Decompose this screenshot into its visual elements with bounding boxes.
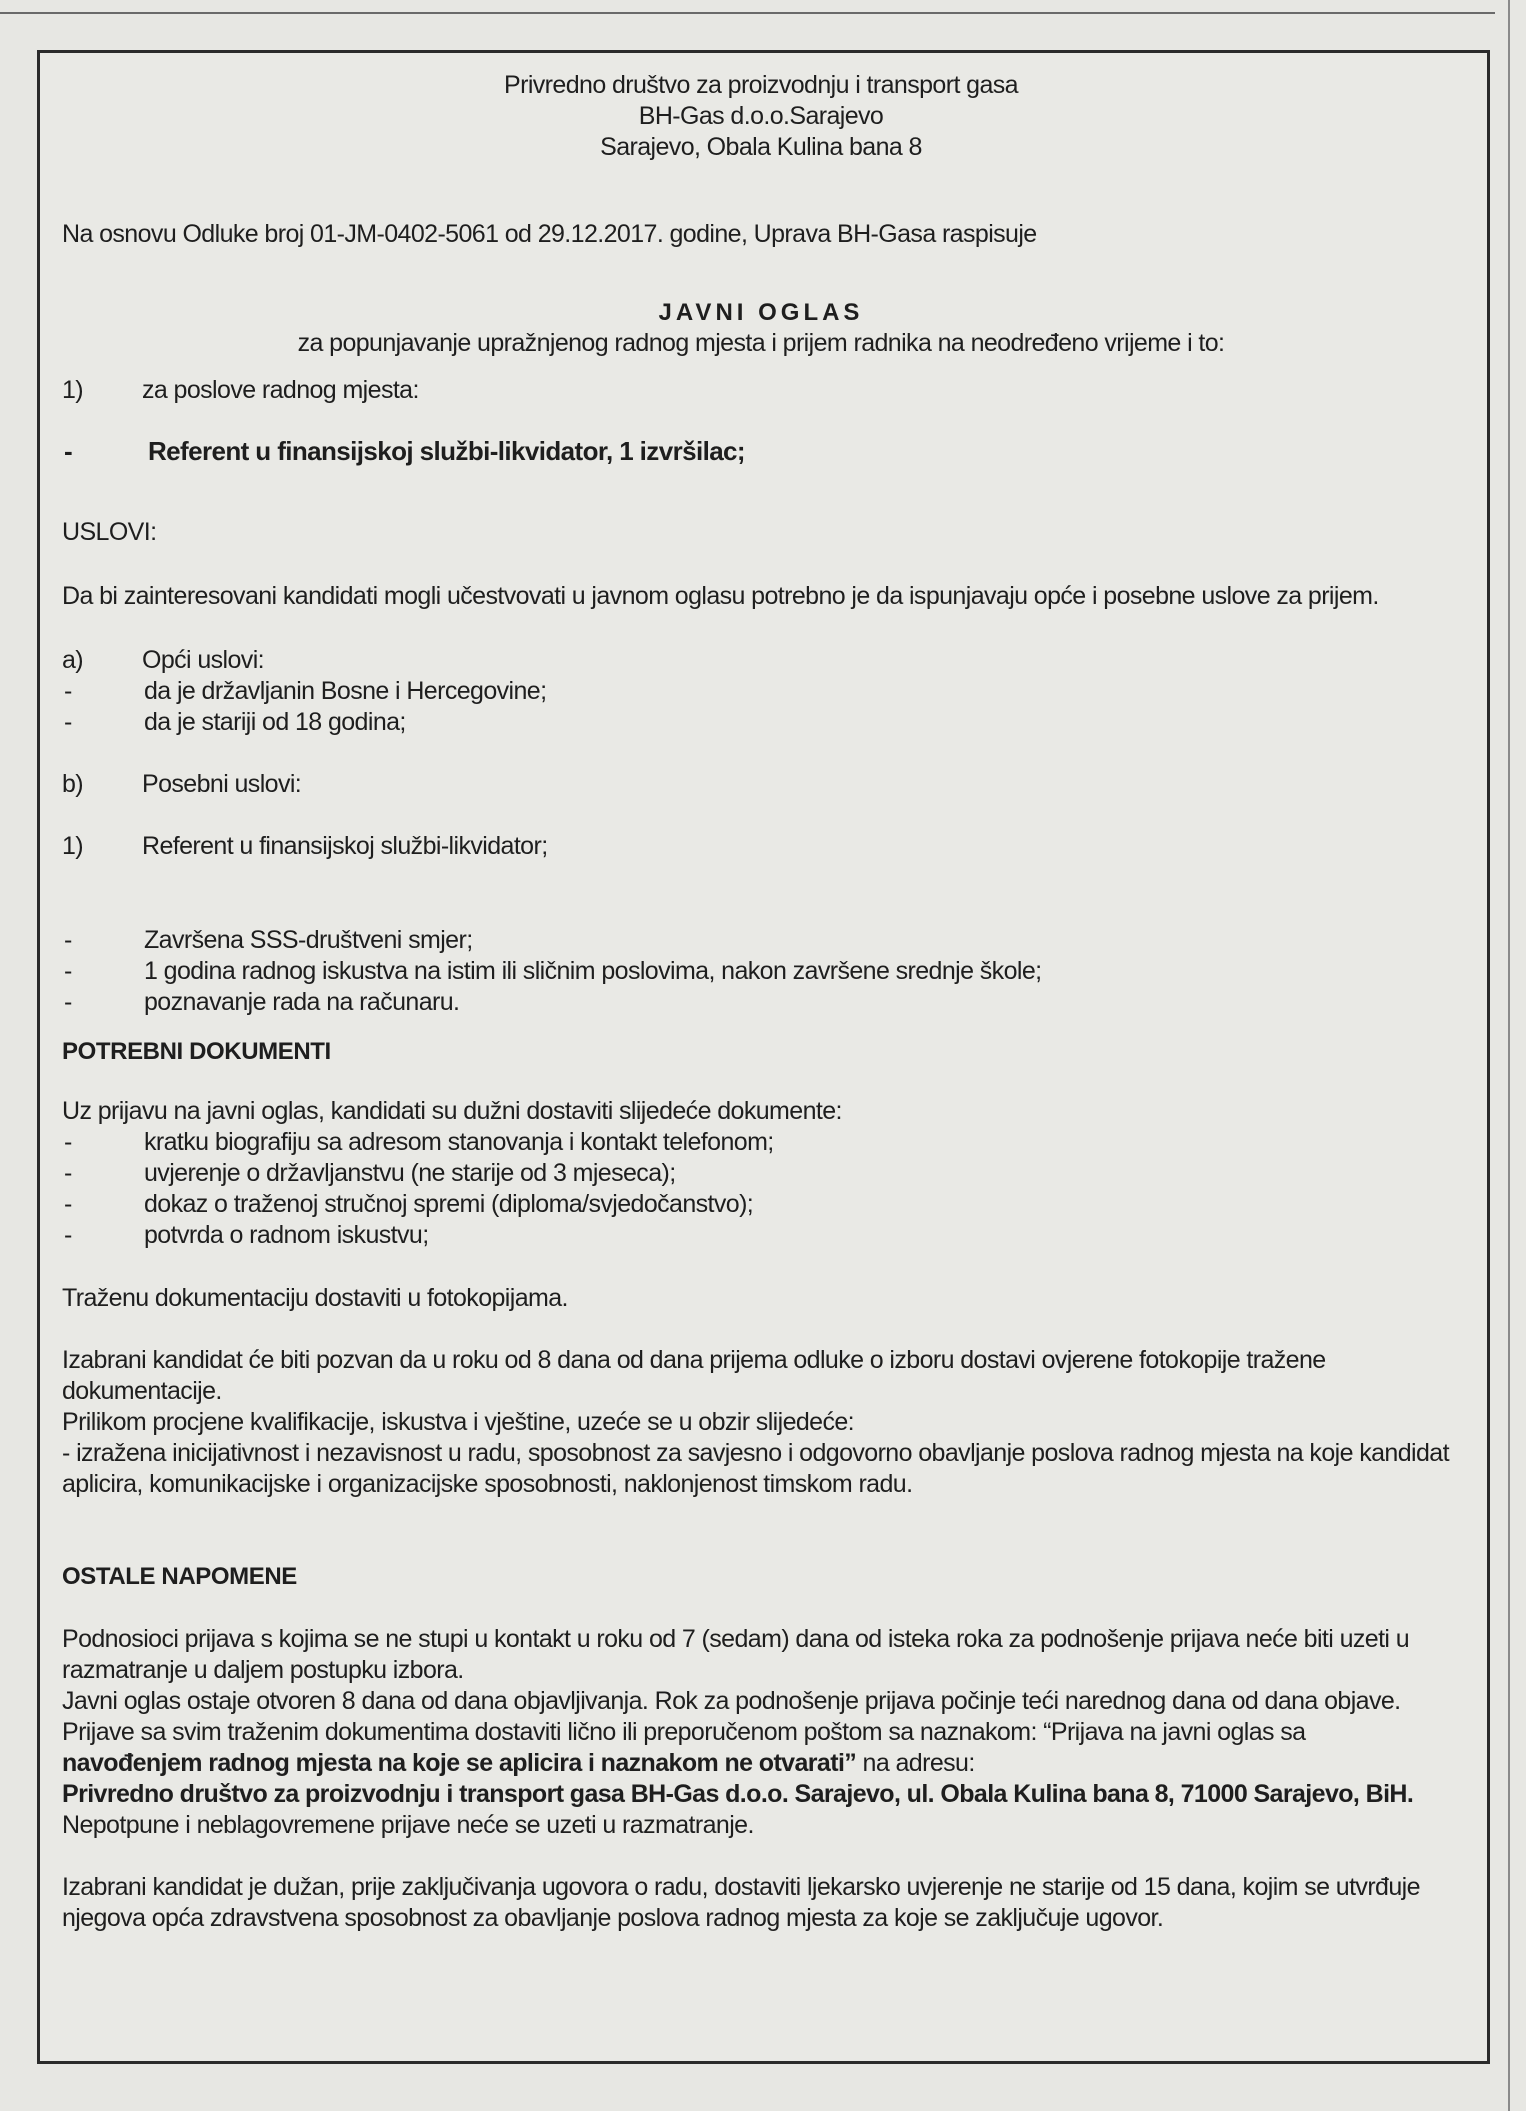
list-item-text: potvrda o radnom iskustvu;: [144, 1221, 429, 1249]
notes-submission: [62, 1717, 1472, 1779]
advertisement-document: [62, 70, 1472, 1934]
list-marker: -: [64, 988, 72, 1016]
list-item: [62, 987, 1472, 1018]
subtitle: za popunjavanje upražnjenog radnog mjesta i prijem radnika na neodređeno vrijeme i to:: [297, 329, 1225, 357]
list-marker: 1): [62, 376, 84, 404]
list-item-text: da je stariji od 18 godina;: [144, 708, 406, 736]
list-marker: -: [64, 1159, 72, 1187]
list-item-text: da je državljanin Bosne i Hercegovine;: [144, 677, 547, 705]
documents-heading: POTREBNI DOKUMENTI: [62, 1038, 331, 1065]
list-item-text: Završena SSS-društveni smjer;: [144, 926, 473, 954]
top-rule: [0, 12, 1495, 14]
list-item: [62, 1158, 1472, 1189]
list-item: [62, 1127, 1472, 1158]
documents-intro: Uz prijavu na javni oglas, kandidati su dužni dostaviti slijedeće dokumente:: [62, 1097, 842, 1125]
company-name: Privredno društvo za proizvodnju i transport gasa: [504, 71, 1018, 99]
list-marker: a): [62, 646, 84, 674]
special-position-text: Referent u finansijskoj službi-likvidator;: [142, 832, 548, 860]
list-item-text: kratku biografiju sa adresom stanovanja i kontakt telefonom;: [144, 1128, 774, 1156]
list-item: [62, 676, 1472, 707]
list-marker: -: [64, 1128, 72, 1156]
company-short-name: BH-Gas d.o.o.Sarajevo: [638, 102, 884, 130]
page-title: JAVNI OGLAS: [658, 299, 864, 326]
copies-note: Traženu dokumentaciju dostaviti u fotokopijama.: [62, 1284, 568, 1312]
position-title: [62, 436, 1472, 467]
list-marker: -: [64, 708, 72, 736]
list-item: [62, 1189, 1472, 1220]
list-marker: -: [64, 436, 73, 466]
special-conditions-label: [62, 769, 1472, 800]
list-marker: -: [64, 1190, 72, 1218]
notes-submission-end: na adresu:: [856, 1749, 975, 1777]
notes-submission-marking: navođenjem radnog mjesta na koje se aplicira i naznakom ne otvarati”: [62, 1749, 857, 1777]
list-item: [62, 956, 1472, 987]
list-marker: -: [64, 957, 72, 985]
notes-incomplete: Nepotpune i neblagovremene prijave neće se uzeti u razmatranje.: [62, 1811, 754, 1839]
position-intro-text: za poslove radnog mjesta:: [142, 376, 419, 404]
notes-contact-deadline: Podnosioci prijava s kojima se ne stupi u kontakt u roku od 7 (sedam) dana od isteka roka za podnošenje prijava neće biti uzeti u razmatranje u daljem postupku izbora.: [62, 1625, 1410, 1684]
company-address: Sarajevo, Obala Kulina bana 8: [600, 133, 922, 161]
selected-candidate-note: Izabrani kandidat će biti pozvan da u roku od 8 dana od dana prijema odluke o izboru dostavi ovjerene fotokopije tražene dokumentacije.: [62, 1346, 1326, 1405]
list-item-text: poznavanje rada na računaru.: [144, 988, 460, 1016]
evaluation-intro: Prilikom procjene kvalifikacije, iskustva i vještine, uzeće se u obzir slijedeće:: [62, 1408, 855, 1436]
list-item: [62, 925, 1472, 956]
list-marker: -: [64, 1221, 72, 1249]
general-conditions-label: [62, 645, 1472, 676]
position-title-text: Referent u finansijskoj službi-likvidator, 1 izvršilac;: [148, 436, 745, 466]
list-marker: b): [62, 770, 84, 798]
conditions-intro: Da bi zainteresovani kandidati mogli učestvovati u javnom oglasu potrebno je da ispunjavaju opće i posebne uslove za prijem.: [62, 582, 1379, 610]
notes-submission-start: Prijave sa svim traženim dokumentima dostaviti lično ili preporučenom poštom sa naznakom: “Prijava na javni oglas sa: [62, 1718, 1306, 1746]
list-item: [62, 707, 1472, 738]
notes-heading: OSTALE NAPOMENE: [62, 1563, 297, 1590]
submission-address: Privredno društvo za proizvodnju i transport gasa BH-Gas d.o.o. Sarajevo, ul. Obala Kulina bana 8, 71000 Sarajevo, BiH.: [62, 1780, 1414, 1808]
list-item-text: 1 godina radnog iskustva na istim ili sličnim poslovima, nakon završene srednje škole;: [144, 957, 1042, 985]
general-conditions-text: Opći uslovi:: [142, 646, 265, 674]
list-item: [62, 1220, 1472, 1251]
list-marker: -: [64, 677, 72, 705]
notes-medical-certificate: Izabrani kandidat je dužan, prije zaključivanja ugovora o radu, dostaviti ljekarsko uvjerenje ne starije od 15 dana, kojim se utvrđuje njegova opća zdravstvena sposobnost za obavljanje poslova radnog mjesta za koje se zaključuje ugovor.: [62, 1873, 1420, 1932]
evaluation-criteria: - izražena inicijativnost i nezavisnost u radu, sposobnost za savjesno i odgovorno obavljanje poslova radnog mjesta na koje kandidat aplicira, komunikacijske i organizacijske sposobnosti, naklonjenost timskom radu.: [62, 1439, 1449, 1498]
list-marker: 1): [62, 832, 84, 860]
company-header: [62, 70, 1460, 163]
list-item-text: dokaz o traženoj stručnoj spremi (diploma/svjedočanstvo);: [144, 1190, 754, 1218]
page-edge: [1508, 0, 1510, 2111]
list-item-text: uvjerenje o državljanstvu (ne starije od 3 mjeseca);: [144, 1159, 676, 1187]
list-marker: -: [64, 926, 72, 954]
special-position-label: [62, 831, 1472, 862]
special-conditions-text: Posebni uslovi:: [142, 770, 302, 798]
decision-intro: Na osnovu Odluke broj 01-JM-0402-5061 od 29.12.2017. godine, Uprava BH-Gasa raspisuje: [62, 220, 1037, 248]
notes-open-period: Javni oglas ostaje otvoren 8 dana od dana objavljivanja. Rok za podnošenje prijava počinje teći narednog dana od dana objave.: [62, 1687, 1401, 1715]
title-block: [62, 297, 1460, 359]
position-intro: [62, 375, 1472, 406]
conditions-heading: USLOVI:: [62, 518, 157, 546]
